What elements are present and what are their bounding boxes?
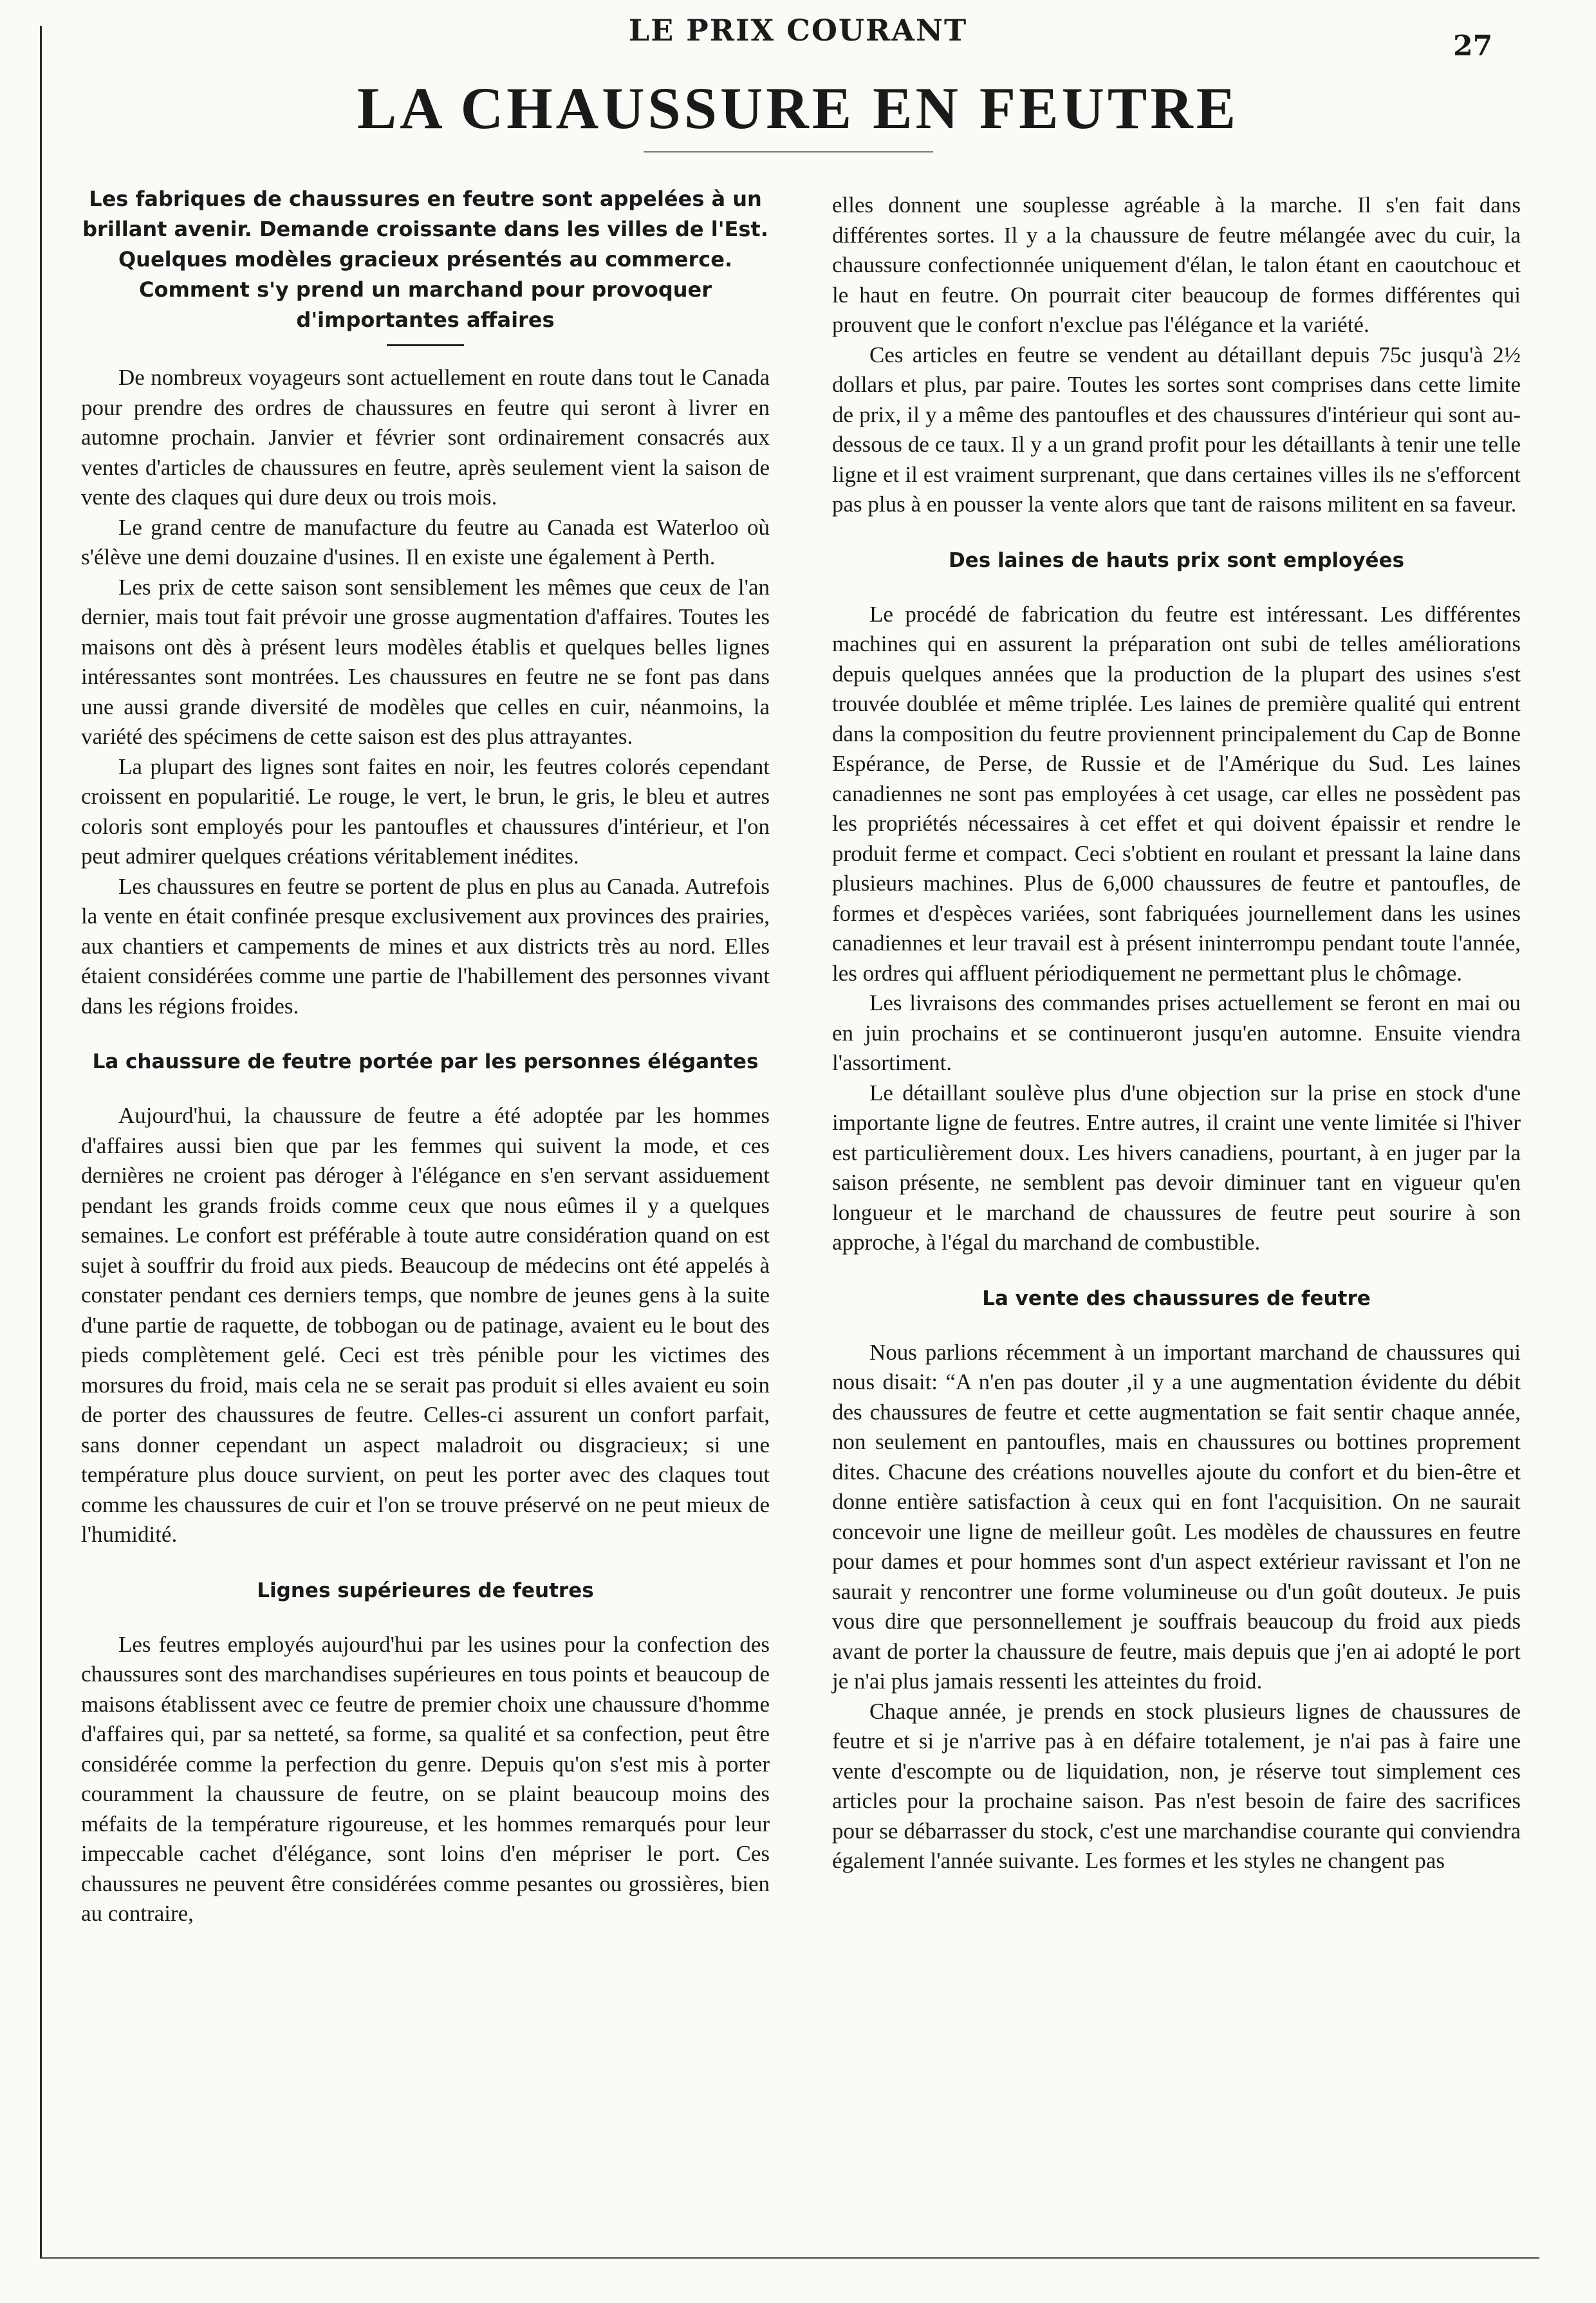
paragraph: Le grand centre de manufacture du feutre au Canada est Waterloo où s'élève une demi douzaine d'usines. Il en existe une également à Perth. — [81, 514, 770, 569]
paragraph: Ces articles en feutre se vendent au détaillant depuis 75c jusqu'à 2½ dollars et plus, par paire. Toutes les sortes sont comprises dans cette limite de prix, il y a même des pantoufles et des chaussures d'intérieur qui sont au-dessous de ce taux. Il y a un grand profit pour les détaillants à tenir une telle ligne et il est vraiment surprenant, que dans certaines villes ils ne s'efforcent pas plus à en pousser la vente alors que tant de raisons militent en sa faveur. — [832, 342, 1521, 517]
section-heading-superior: Lignes supérieures de feutres — [257, 1578, 594, 1602]
paragraph: Les feutres employés aujourd'hui par les usines pour la confection des chaussures sont des marchandises supérieures en tous points et beaucoup de maisons établissent avec ce feutre de premier choix une chaussure d'homme d'affaires qui, par sa netteté, sa forme, sa qualité et sa confection, peut être considérée comme la perfection du genre. Depuis qu'on s'est mis à porter couramment la chaussure de feutre, on se plaint beaucoup moins des méfaits de la température rigoureuse, et les hommes remarqués pour leur impeccable cachet d'élégance, sont loins d'en mépriser le port. Ces chaussures ne peuvent être considérées comme pesantes ou grossières, bien au contraire, — [81, 1631, 770, 1926]
paragraph: Aujourd'hui, la chaussure de feutre a été adoptée par les hommes d'affaires aussi bien que par les femmes qui suivent la mode, et ces dernières ne croient pas déroger à l'élégance en s'en servant assiduement pendant les grands froids comme ceux que nous eûmes il y a quelques semaines. Le confort est préférable à toute autre considération quand on est sujet à souffrir du froid aux pieds. Beaucoup de médecins ont été appelés à constater pendant ces derniers temps, que nombre de jeunes gens à la suite d'une partie de raquette, de tobbogan ou de patinage, avaient eu le bout des pieds complètement gelé. Ceci est très pénible pour les victimes des morsures du froid, mais cela ne se serait pas produit si elles avaient eu soin de porter des chaussures de feutre. Celles-ci assurent un confort parfait, sans donner cependant un aspect maladroit ou disgracieux; si une température plus douce survient, on peut les porter avec des claques tout comme les chaussures de cuir et l'on se trouve préservé on ne peut mieux de l'humidité. — [81, 1103, 770, 1547]
paragraph: Les chaussures en feutre se portent de plus en plus au Canada. Autrefois la vente en était confinée presque exclusivement aux provinces des prairies, aux chantiers et campements de mines et aux districts très au nord. Elles étaient considérées comme une partie de l'habillement des personnes vivant dans les régions froides. — [81, 873, 770, 1019]
bottom-rule — [40, 2257, 1539, 2259]
page-number: 27 — [1453, 30, 1493, 62]
paragraph: elles donnent une souplesse agréable à la marche. Il s'en fait dans différentes sortes. Il y a la chaussure de feutre mélangée avec du cuir, la chaussure confectionnée uniquement d'élan, le talon étant en caoutchouc et le haut en feutre. On pourrait citer beaucoup de formes différentes qui prouvent que le confort n'exclue pas l'élégance et la variété. — [832, 192, 1521, 337]
paragraph: Nous parlions récemment à un important marchand de chaussures qui nous disait: “A n'en pas douter ,il y a une augmentation évidente du débit des chaussures de feutre et cette augmentation se fait sentir chaque année, non seulement en pantoufles, mais en chaussures ou bottines proprement dites. Chacune des créations nouvelles ajoute du confort et du bien-être et donne entière satisfaction à ceux qui en font l'acquisition. On ne saurait concevoir une ligne de meilleur goût. Les modèles de chaussures en feutre pour dames et pour hommes sont d'un aspect extérieur ravissant et l'on ne saurait y rencontrer une forme volumineuse ou d'un goût douteux. Je puis vous dire que personnellement je souffrais beaucoup du froid aux pieds avant de porter la chaussure de feutre, mais depuis que j'en ai adopté le port je n'ai plus jamais ressenti les atteintes du froid. — [832, 1339, 1521, 1694]
right-column — [832, 190, 1521, 1876]
running-title: LE PRIX COURANT — [628, 13, 968, 48]
title-rule — [644, 151, 933, 153]
left-column — [81, 184, 770, 1929]
section-heading-wool: Des laines de hauts prix sont employées — [948, 548, 1405, 572]
paragraph: Les prix de cette saison sont sensiblement les mêmes que ceux de l'an dernier, mais tout fait prévoir une grosse augmentation d'affaires. Toutes les maisons ont dès à présent leurs modèles établis et quelques belles lignes intéressantes sont montrées. Les chaussures en feutre ne se font pas dans une aussi grande diversité de modèles que celles en cuir, néanmoins, la variété des spécimens de cette saison est des plus attrayantes. — [81, 574, 770, 749]
article-title: LA CHAUSSURE EN FEUTRE — [357, 75, 1239, 141]
left-margin-rule — [40, 26, 42, 2259]
section-heading-elegant: La chaussure de feutre portée par les personnes élégantes — [92, 1050, 759, 1073]
paragraph: Les livraisons des commandes prises actuellement se feront en mai ou en juin prochains et se continueront jusqu'en automne. Ensuite viendra l'assortiment. — [832, 990, 1521, 1075]
section-heading-sale: La vente des chaussures de feutre — [982, 1286, 1371, 1310]
article-deck: Les fabriques de chaussures en feutre sont appelées à un brillant avenir. Demande croissante dans les villes de l'Est. Quelques modèles gracieux présentés au commerce. Comment s'y prend un marchand pour provoquer d'importantes affaires — [82, 187, 768, 332]
paragraph: Le procédé de fabrication du feutre est intéressant. Les différentes machines qui en assurent la préparation ont subi de telles améliorations depuis quelques années que la production de la plupart des usines s'est trouvée doublée et même triplée. Les laines de première qualité qui entrent dans la composition du feutre proviennent principalement du Cap de Bonne Espérance, de Perse, de Russie et de l'Amérique du Sud. Les laines canadiennes ne sont pas employées à cet usage, car elles ne possèdent pas les propriétés nécessaires à cet effet et qui doivent épaissir et rendre le produit ferme et compact. Ceci s'obtient en roulant et pressant la laine dans plusieurs machines. Plus de 6,000 chaussures de feutre et pantoufles, de formes et d'espèces variées, sont fabriquées journellement dans les usines canadiennes et leur travail est à présent ininterrompu pendant toute l'année, les ordres qui affluent périodiquement ne permettant plus le chômage. — [832, 601, 1521, 986]
paragraph: Chaque année, je prends en stock plusieurs lignes de chaussures de feutre et si je n'arrive pas à en défaire totalement, je n'ai pas à faire une vente d'escompte ou de liquidation, non, je réserve tout simplement ces articles pour la prochaine saison. Pas n'est besoin de faire des sacrifices pour se débarrasser du stock, c'est une marchandise courante qui conviendra également l'année suivante. Les formes et les styles ne changent pas — [832, 1698, 1521, 1873]
deck-rule — [387, 344, 464, 346]
paragraph: Le détaillant soulève plus d'une objection sur la prise en stock d'une importante ligne de feutres. Entre autres, il craint une vente limitée si l'hiver est particulièrement doux. Les hivers canadiens, pourtant, à en juger par la saison présente, ne semblent pas devoir diminuer tant en vigueur qu'en longueur et le marchand de chaussures de feutre peut sourire à son approche, à l'égal du marchand de combustible. — [832, 1080, 1521, 1255]
paragraph: De nombreux voyageurs sont actuellement en route dans tout le Canada pour prendre des ordres de chaussures en feutre qui seront à livrer en automne prochain. Janvier et février sont ordinairement consacrés aux ventes d'articles de chaussures en feutre, après seulement vient la saison de vente des claques qui dure deux ou trois mois. — [81, 365, 770, 510]
paragraph: La plupart des lignes sont faites en noir, les feutres colorés cependant croissent en popularitié. Le rouge, le vert, le brun, le gris, le bleu et autres coloris sont employés pour les pantoufles et chaussures d'intérieur, et l'on peut admirer quelques créations véritablement inédites. — [81, 754, 770, 869]
